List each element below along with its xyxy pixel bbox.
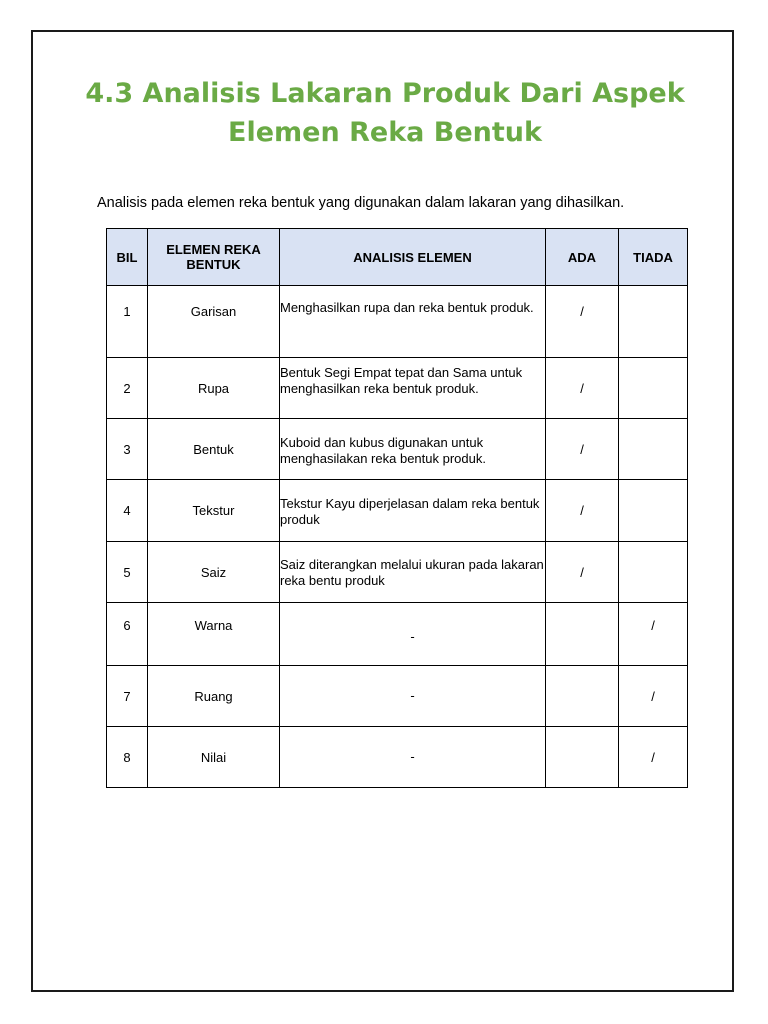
cell-ada — [546, 603, 619, 666]
table-row — [107, 480, 688, 542]
cell-bil: 8 — [107, 727, 148, 788]
table-row — [107, 542, 688, 603]
cell-ada: / — [546, 480, 619, 542]
table-row — [107, 603, 688, 666]
cell-elemen: Rupa — [148, 358, 280, 419]
analysis-table — [106, 228, 688, 788]
cell-bil: 1 — [107, 286, 148, 358]
cell-bil: 4 — [107, 480, 148, 542]
cell-tiada — [619, 358, 688, 419]
header-tiada: TIADA — [619, 229, 688, 286]
cell-elemen: Ruang — [148, 666, 280, 727]
cell-bil: 6 — [107, 603, 148, 666]
cell-bil: 3 — [107, 419, 148, 480]
cell-ada — [546, 666, 619, 727]
cell-analisis: Tekstur Kayu diperjelasan dalam reka bentuk produk — [280, 480, 546, 542]
cell-tiada: / — [619, 727, 688, 788]
table-header-row — [107, 229, 688, 286]
cell-ada — [546, 727, 619, 788]
table-row — [107, 666, 688, 727]
header-analisis: ANALISIS ELEMEN — [280, 229, 546, 286]
cell-bil: 7 — [107, 666, 148, 727]
cell-elemen: Tekstur — [148, 480, 280, 542]
cell-analisis: Kuboid dan kubus digunakan untuk menghasilakan reka bentuk produk. — [280, 419, 546, 480]
table-row — [107, 727, 688, 788]
header-elemen: ELEMEN REKA BENTUK — [148, 229, 280, 286]
cell-tiada: / — [619, 603, 688, 666]
table-row — [107, 358, 688, 419]
cell-tiada: / — [619, 666, 688, 727]
intro-text: Analisis pada elemen reka bentuk yang digunakan dalam lakaran yang dihasilkan. — [97, 195, 625, 211]
cell-elemen: Warna — [148, 603, 280, 666]
cell-ada: / — [546, 358, 619, 419]
cell-analisis: Bentuk Segi Empat tepat dan Sama untuk menghasilkan reka bentuk produk. — [280, 358, 546, 419]
cell-analisis: - — [280, 727, 546, 788]
cell-tiada — [619, 286, 688, 358]
header-bil: BIL — [107, 229, 148, 286]
cell-tiada — [619, 480, 688, 542]
cell-analisis: Menghasilkan rupa dan reka bentuk produk. — [280, 286, 546, 358]
cell-ada: / — [546, 419, 619, 480]
cell-elemen: Bentuk — [148, 419, 280, 480]
page-title: 4.3 Analisis Lakaran Produk Dari Aspek Elemen Reka Bentuk — [85, 78, 685, 148]
cell-bil: 5 — [107, 542, 148, 603]
cell-elemen: Nilai — [148, 727, 280, 788]
cell-elemen: Garisan — [148, 286, 280, 358]
header-ada: ADA — [546, 229, 619, 286]
cell-tiada — [619, 542, 688, 603]
cell-ada: / — [546, 286, 619, 358]
table-row — [107, 419, 688, 480]
table-row — [107, 286, 688, 358]
cell-ada: / — [546, 542, 619, 603]
cell-analisis: - — [280, 603, 546, 666]
cell-elemen: Saiz — [148, 542, 280, 603]
cell-analisis: Saiz diterangkan melalui ukuran pada lakaran reka bentu produk — [280, 542, 546, 603]
cell-analisis: - — [280, 666, 546, 727]
cell-bil: 2 — [107, 358, 148, 419]
cell-tiada — [619, 419, 688, 480]
